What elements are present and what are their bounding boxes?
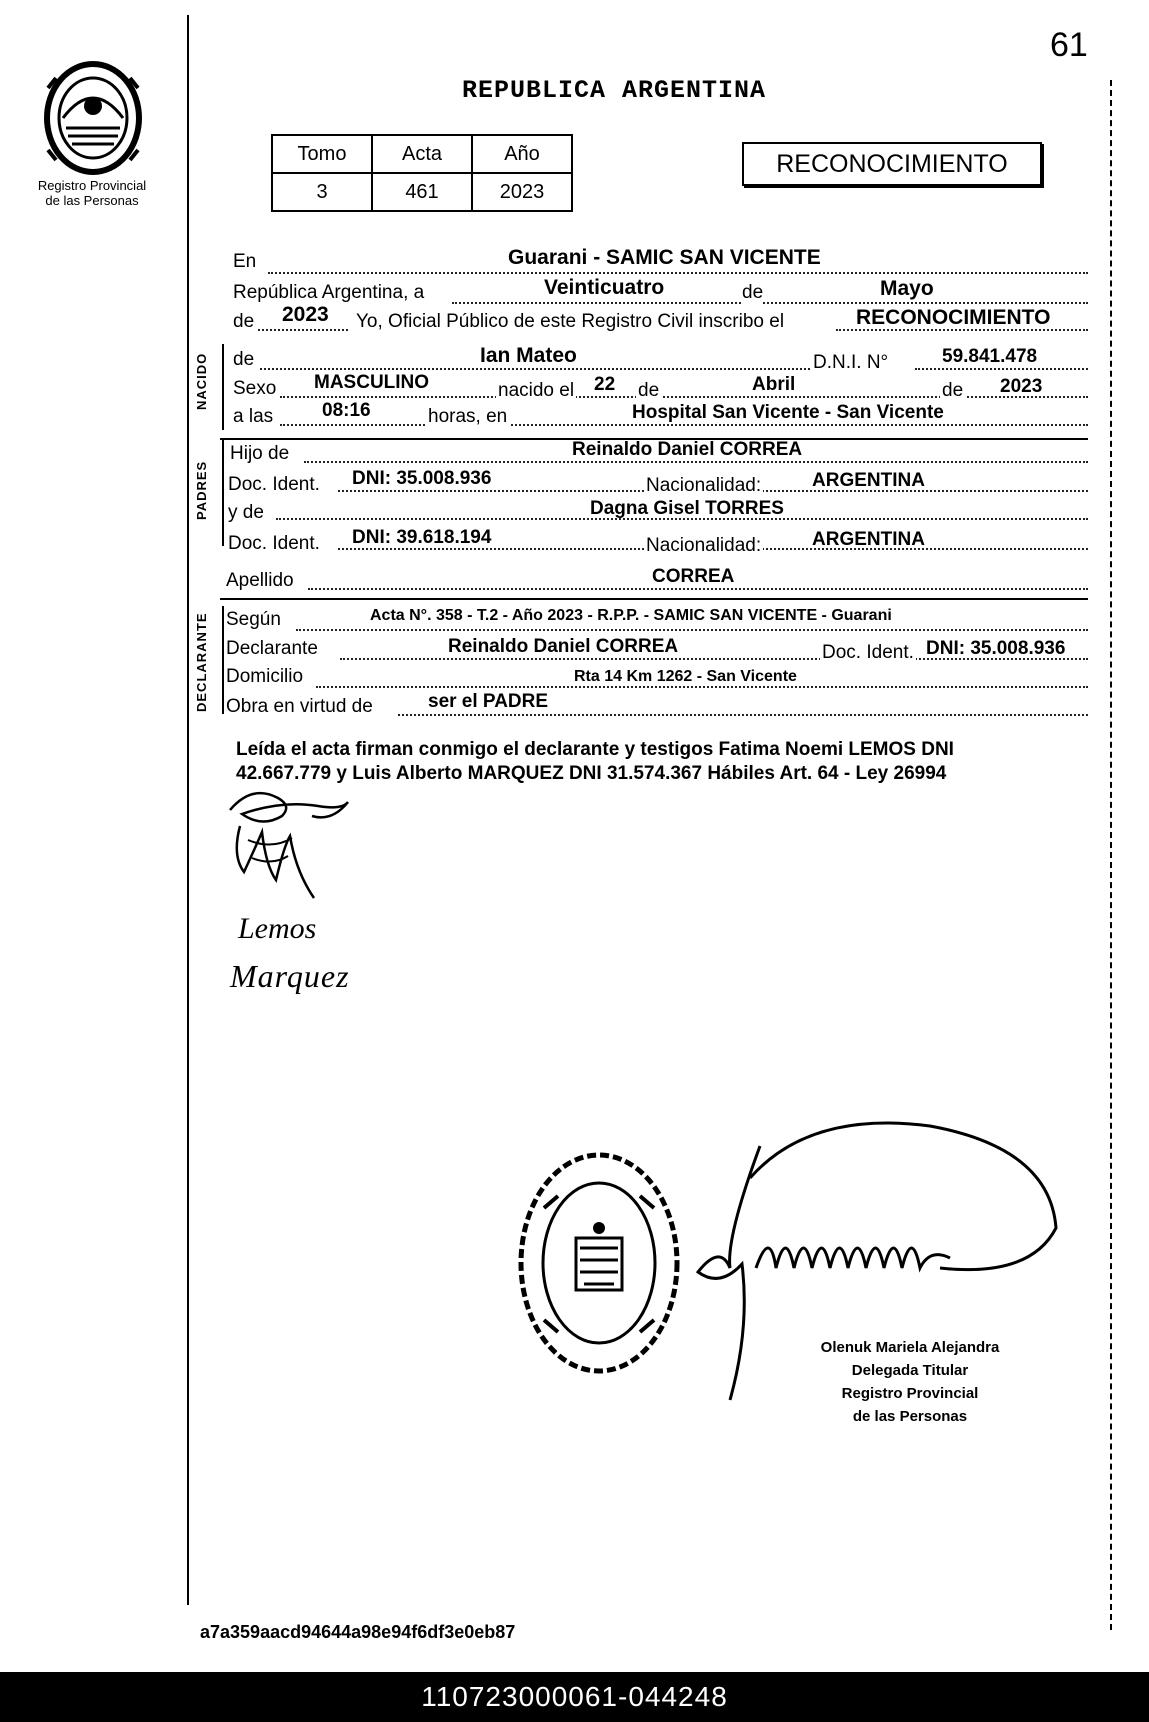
year-value: 2023 [282, 303, 329, 326]
table-cell: 2023 [472, 173, 572, 211]
mother-name: Dagna Gisel TORRES [590, 498, 784, 519]
row-domicilio: Domicilio Rta 14 Km 1262 - San Vicente [230, 662, 1088, 692]
row-father: Hijo de Reinaldo Daniel CORREA [230, 437, 1088, 467]
witness-signature-lemos: Lemos [238, 912, 317, 945]
table-header: Acta [372, 135, 472, 173]
section-divider [220, 598, 1088, 600]
declarante-doc: DNI: 35.008.936 [926, 638, 1066, 659]
left-margin-line [187, 15, 189, 1605]
official-office: Registro Provincial [841, 1385, 979, 1402]
act-type-box: RECONOCIMIENTO [742, 142, 1042, 186]
section-divider [220, 438, 1088, 440]
row-segun: Según Acta N°. 358 - T.2 - Año 2023 - R.P.P. - SAMIC SAN VICENTE - Guarani [230, 605, 1088, 635]
day-value: Veinticuatro [544, 276, 665, 299]
birth-month: Abril [752, 374, 796, 395]
side-label-padres: PADRES [194, 460, 209, 520]
row-date: República Argentina, a Veinticuatro de Mayo [230, 276, 1088, 306]
side-label-declarante: DECLARANTE [194, 612, 209, 712]
row-declarante: Declarante Reinaldo Daniel CORREA Doc. Ident. DNI: 35.008.936 [230, 634, 1088, 664]
father-nationality: ARGENTINA [812, 470, 925, 491]
page-number: 61 [1050, 26, 1088, 64]
logo-caption: Registro Provincial de las Personas [37, 178, 147, 208]
row-obra: Obra en virtud de ser el PADRE [230, 690, 1088, 720]
official-name-block [780, 1336, 1040, 1428]
row-father-doc: Doc. Ident. DNI: 35.008.936 Nacionalidad: ARGENTINA [230, 466, 1088, 496]
padres-bar [222, 440, 224, 546]
place-value: Guarani - SAMIC SAN VICENTE [508, 246, 821, 269]
row-sexo: Sexo MASCULINO nacido el 22 de Abril de 2023 [230, 372, 1088, 402]
birth-day: 22 [594, 374, 616, 395]
sexo-value: MASCULINO [314, 372, 430, 393]
official-stamp [514, 1148, 684, 1378]
row-mother: y de Dagna Gisel TORRES [230, 494, 1088, 524]
footer-code: 110723000061-044248 [421, 1681, 728, 1712]
declarante-bar [222, 606, 224, 714]
table-cell: 3 [272, 173, 372, 211]
child-name: Ian Mateo [480, 344, 577, 367]
mother-doc: DNI: 39.618.194 [352, 527, 492, 548]
birth-time: 08:16 [322, 400, 371, 421]
mother-nationality: ARGENTINA [812, 529, 925, 550]
declarant-signature [222, 776, 362, 906]
official-role: Delegada Titular [851, 1362, 969, 1379]
father-name: Reinaldo Daniel CORREA [572, 439, 803, 460]
table-header: Año [472, 135, 572, 173]
row-en: En Guarani - SAMIC SAN VICENTE [230, 246, 1088, 276]
row-apellido: Apellido CORREA [230, 564, 1088, 594]
row-mother-doc: Doc. Ident. DNI: 39.618.194 Nacionalidad: ARGENTINA [230, 524, 1088, 554]
declarante-value: Reinaldo Daniel CORREA [448, 636, 679, 657]
father-doc: DNI: 35.008.936 [352, 468, 492, 489]
row-nacido-name: de Ian Mateo D.N.I. N° 59.841.478 [230, 344, 1088, 374]
row-a-las: a las 08:16 horas, en Hospital San Vicente - San Vicente [230, 400, 1088, 430]
row-inscribo: de 2023 Yo, Oficial Público de este Registro Civil inscribo el RECONOCIMIENTO [230, 303, 1088, 333]
closing-statement: Leída el acta firman conmigo el declarante y testigos Fatima Noemi LEMOS DNI 42.667.779 y Luis Alberto MARQUEZ DNI 31.574.367 Hábiles Art. 64 - Ley 26994 [236, 739, 954, 784]
table-cell: 461 [372, 173, 472, 211]
domicilio-value: Rta 14 Km 1262 - San Vicente [574, 668, 797, 685]
birth-place: Hospital San Vicente - San Vicente [632, 402, 944, 423]
segun-value: Acta N°. 358 - T.2 - Año 2023 - R.P.P. - SAMIC SAN VICENTE - Guarani [370, 607, 892, 624]
province-logo [38, 58, 148, 176]
witness-signature-marquez: Marquez [230, 958, 350, 994]
nacido-bar [222, 344, 224, 430]
inscribo-value: RECONOCIMIENTO [856, 306, 1051, 329]
official-office-2: de las Personas [852, 1408, 968, 1425]
child-dni: 59.841.478 [942, 346, 1038, 367]
document-hash: a7a359aacd94644a98e94f6df3e0eb87 [200, 1622, 516, 1642]
obra-value: ser el PADRE [428, 691, 549, 712]
official-name: Olenuk Mariela Alejandra [820, 1339, 1000, 1356]
month-value: Mayo [880, 277, 934, 300]
form-area [226, 0, 1088, 760]
right-margin-line [1110, 80, 1112, 1630]
birth-year: 2023 [1000, 376, 1043, 397]
table-header: Tomo [272, 135, 372, 173]
footer-bar [0, 1672, 1149, 1722]
apellido-value: CORREA [652, 566, 735, 587]
page-title: REPUBLICA ARGENTINA [462, 76, 767, 105]
side-label-nacido: NACIDO [194, 352, 209, 410]
